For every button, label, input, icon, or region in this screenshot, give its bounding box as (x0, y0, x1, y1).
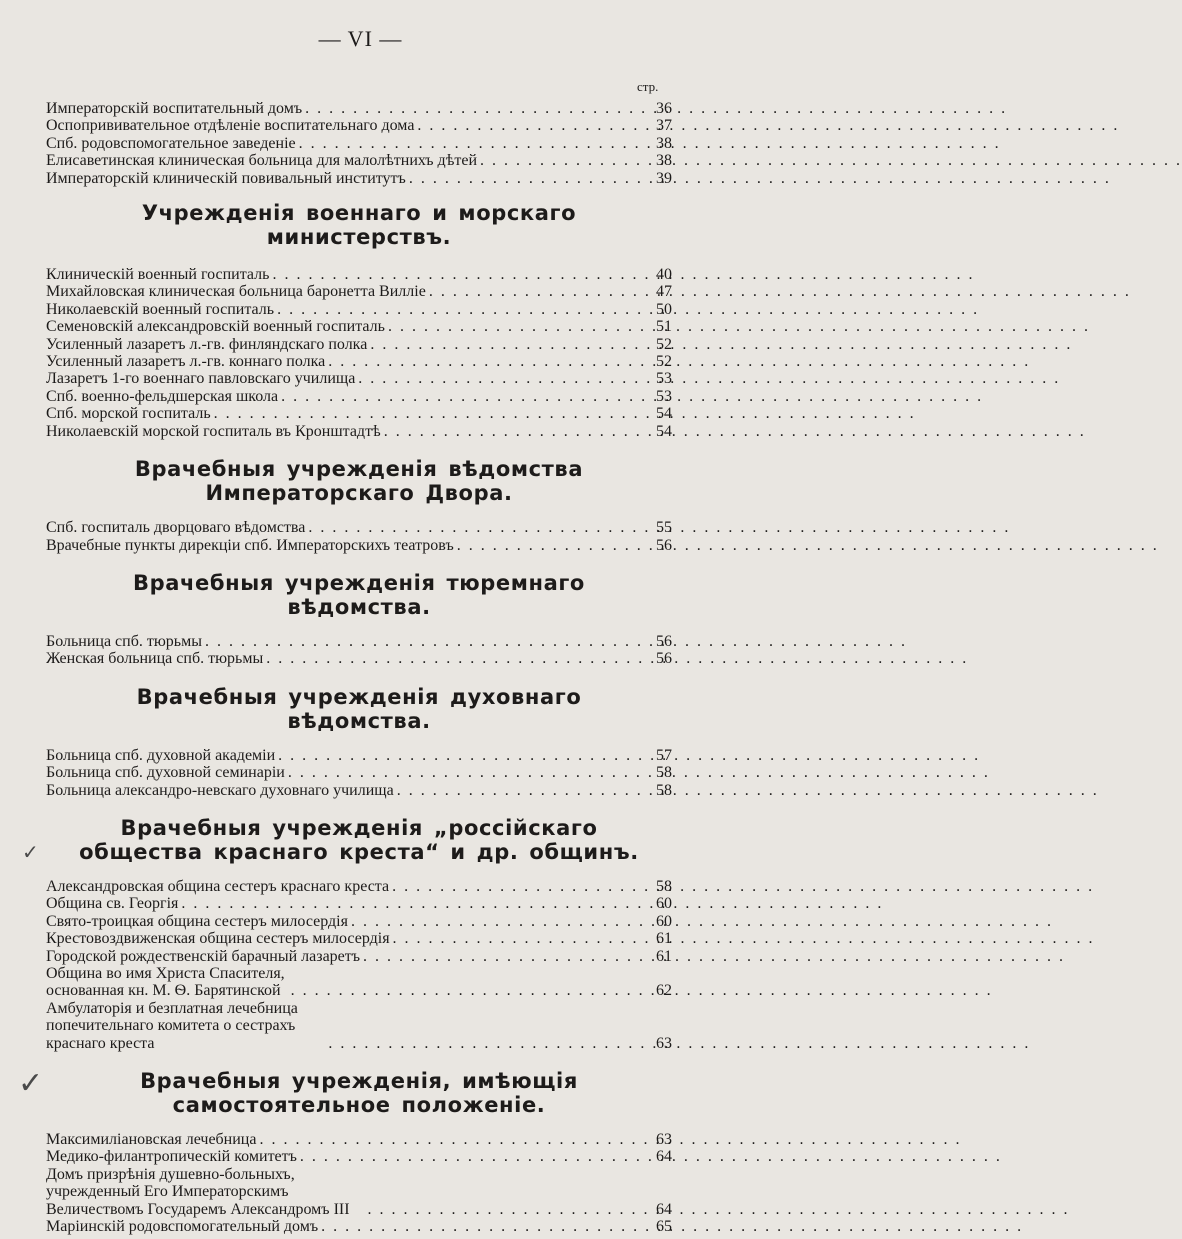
toc-entry: Михайловская клиническая больница баронетта Вилліе . . . 47 (46, 283, 672, 300)
toc-entry: Община св. Георгія . . . 60 (46, 895, 672, 912)
toc-entry: Больница александро-невскаго духовнаго училища . . . 58 (46, 782, 672, 799)
toc-entry: Амбулаторія и безплатная лечебница попечительнаго комитета о сестрахъ краснаго креста . . . 63 (46, 1000, 672, 1052)
section-heading: Учрежденія военнаго и морскаго министерствъ. (141, 201, 577, 250)
toc-entry: Свято-троицкая община сестеръ милосердія . . . 60 (46, 913, 672, 930)
toc-entry: Община во имя Христа Спасителя, основанная кн. М. Ѳ. Барятинской . . . 62 (46, 965, 672, 1000)
toc-section-prison (46, 571, 672, 668)
toc-page-number: 62 (656, 982, 672, 1000)
toc-entry: Императорскій клиническій повивальный институтъ . . . 39 (46, 170, 672, 187)
toc-entry: Спб. госпиталь дворцоваго вѣдомства . . . 55 (46, 519, 672, 536)
toc-page-number: 53 (656, 370, 672, 388)
toc-page-number: 38 (656, 134, 672, 152)
toc-page-number: 52 (656, 335, 672, 353)
page-number: — VI — (318, 26, 403, 51)
toc-page-number: 58 (656, 877, 672, 895)
toc-entry: Врачебные пункты дирекціи спб. Императорскихъ театровъ . . . 56 (46, 537, 672, 554)
toc-page-number: 60 (656, 895, 672, 913)
toc-page-number: 56 (656, 632, 672, 650)
toc-page-number: 61 (656, 947, 672, 965)
toc-entry: Семеновскій александровскій военный госпиталь . . . 51 (46, 318, 672, 335)
toc-page-number: 54 (656, 405, 672, 423)
toc-section-red-cross (46, 816, 672, 1052)
toc-page-number: 58 (656, 764, 672, 782)
toc-entry: Маріинскій родовспомогательный домъ . . . 65 (46, 1218, 672, 1235)
toc-entry: Лазаретъ 1-го военнаго павловскаго училища . . . 53 (46, 370, 672, 387)
section-heading: Врачебныя учрежденія, имѣющія самостоятельное положеніе. (140, 1069, 578, 1117)
toc-section-military (46, 201, 672, 440)
section-heading: Врачебныя учрежденія тюремнаго вѣдомства. (133, 570, 585, 619)
toc-page-number: 54 (656, 422, 672, 440)
toc-section-independent (46, 1069, 672, 1235)
toc-page-number: 58 (656, 781, 672, 799)
toc-entry: Николаевскій военный госпиталь . . . 50 (46, 301, 672, 318)
toc-page-number: 38 (656, 152, 672, 170)
toc-page-number: 52 (656, 353, 672, 371)
toc-page-number: 61 (656, 930, 672, 948)
section-heading: Врачебныя учрежденія вѣдомства Императорскаго Двора. (134, 457, 584, 506)
toc-page-number: 64 (656, 1200, 672, 1218)
toc-section-clergy (46, 685, 672, 799)
section-heading: Врачебныя учрежденія „россійскаго общества краснаго креста“ и др. общинъ. (79, 815, 639, 864)
toc-entry: Медико-филантропическій комитетъ . . . 64 (46, 1148, 672, 1165)
toc-page-number: 65 (656, 1218, 672, 1236)
table-of-contents (46, 100, 672, 1235)
toc-page-number: 37 (656, 117, 672, 135)
toc-entry: Больница спб. тюрьмы . . . 56 (46, 633, 672, 650)
toc-page-number: 40 (656, 266, 672, 284)
toc-entry: Крестовоздвиженская община сестеръ милосердія . . . 61 (46, 930, 672, 947)
toc-page-number: 64 (656, 1148, 672, 1166)
toc-entry: Усиленный лазаретъ л.-гв. финляндскаго полка . . . 52 (46, 336, 672, 353)
section-heading: Врачебныя учрежденія духовнаго вѣдомства. (136, 684, 582, 733)
toc-page-number: 36 (656, 100, 672, 117)
toc-entry: Женская больница спб. тюрьмы . . . 56 (46, 650, 672, 667)
toc-entry: Городской рождественскій барачный лазаретъ . . . 61 (46, 948, 672, 965)
toc-page-number: 63 (656, 1034, 672, 1052)
toc-page-number: 60 (656, 912, 672, 930)
toc-page-number: 55 (656, 519, 672, 537)
toc-entry: Оспопрививательное отдѣленіе воспитательнаго дома . . . 37 (46, 117, 672, 134)
toc-page-number: 53 (656, 387, 672, 405)
toc-page-number: 63 (656, 1131, 672, 1148)
page-column-header: стр. (637, 79, 659, 94)
toc-section-imperial-court (46, 457, 672, 554)
pencil-check-mark-1: ✓ (22, 840, 39, 864)
toc-page-number: 51 (656, 318, 672, 336)
toc-page-number: 39 (656, 169, 672, 187)
toc-entry: Домъ призрѣнія душевно-больныхъ, учрежденный Его Императорскимъ Величествомъ Государемъ Александромъ III . . . 64 (46, 1166, 672, 1218)
toc-entry: Николаевскій морской госпиталь въ Кронштадтѣ . . . 54 (46, 423, 672, 440)
toc-entry: Спб. морской госпиталь . . . 54 (46, 405, 672, 422)
toc-section-continued (46, 100, 672, 187)
toc-entry: Усиленный лазаретъ л.-гв. коннаго полка . . . 52 (46, 353, 672, 370)
toc-entry: Елисаветинская клиническая больница для малолѣтнихъ дѣтей . . . 38 (46, 152, 672, 169)
toc-page-number: 50 (656, 300, 672, 318)
toc-entry: Больница спб. духовной семинаріи . . . 58 (46, 764, 672, 781)
pencil-check-mark-2: ✓ (18, 1066, 44, 1101)
toc-entry: Клиническій военный госпиталь . . . 40 (46, 266, 672, 283)
toc-page-number: 57 (656, 746, 672, 764)
toc-entry: Императорскій воспитательный домъ . . . 36 (46, 100, 672, 117)
toc-page-number: 56 (656, 650, 672, 668)
toc-entry: Спб. военно-фельдшерская школа . . . 53 (46, 388, 672, 405)
toc-entry: Больница спб. духовной академіи . . . 57 (46, 747, 672, 764)
toc-page-number: 47 (656, 283, 672, 301)
toc-page-number: 56 (656, 536, 672, 554)
toc-entry: Александровская община сестеръ краснаго креста . . . 58 (46, 878, 672, 895)
toc-entry: Максимиліановская лечебница . . . 63 (46, 1131, 672, 1148)
toc-entry: Спб. родовспомогательное заведеніе . . . 38 (46, 135, 672, 152)
